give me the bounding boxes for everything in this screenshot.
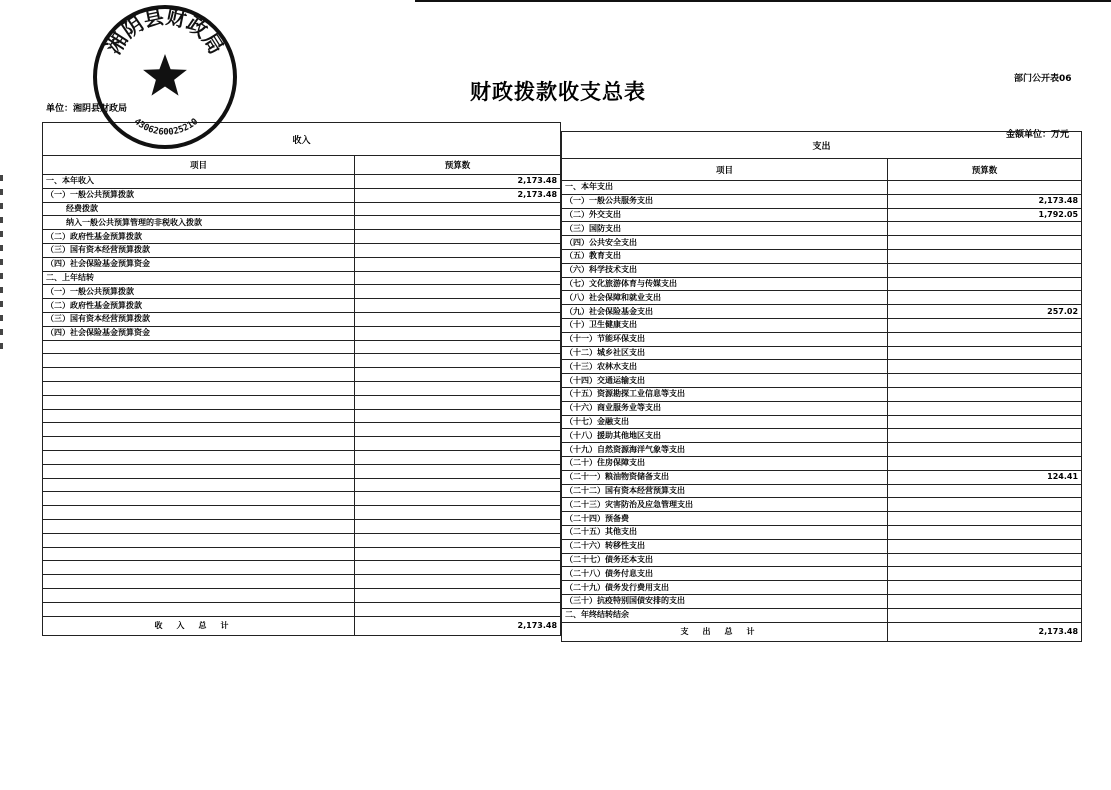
- expense-row: [562, 608, 1082, 622]
- amount-cell: [888, 222, 1082, 236]
- income-row: [43, 588, 561, 602]
- income-row: [43, 519, 561, 533]
- income-row: [43, 271, 561, 285]
- expense-row: [562, 429, 1082, 443]
- total-row: [562, 622, 1082, 641]
- amount-cell: [888, 387, 1082, 401]
- income-row: [43, 492, 561, 506]
- expense-row: [562, 346, 1082, 360]
- amount-cell: [888, 594, 1082, 608]
- item-cell: （三）国有资本经营预算拨款: [43, 312, 355, 326]
- expense-header: 支出: [562, 132, 1082, 159]
- amount-cell: [888, 318, 1082, 332]
- expense-row: [562, 470, 1082, 484]
- document-code: 部门公开表06: [1014, 74, 1072, 84]
- item-cell: （十二）城乡社区支出: [562, 346, 888, 360]
- item-cell: （二十一）粮油物资储备支出: [562, 470, 888, 484]
- item-cell: [43, 437, 355, 451]
- item-cell: （七）文化旅游体育与传媒支出: [562, 277, 888, 291]
- income-header: 收入: [43, 123, 561, 156]
- amount-cell: [888, 456, 1082, 470]
- amount-cell: [355, 492, 561, 506]
- amount-cell: 1,792.05: [888, 208, 1082, 222]
- amount-cell: [888, 263, 1082, 277]
- income-row: [43, 506, 561, 520]
- amount-cell: [888, 567, 1082, 581]
- seal-text: 湘阴县财政局: [101, 4, 229, 59]
- item-cell: （一）一般公共服务支出: [562, 194, 888, 208]
- income-row: [43, 437, 561, 451]
- expense-row: [562, 415, 1082, 429]
- total-label: 收入总计: [43, 616, 355, 635]
- amount-cell: [355, 354, 561, 368]
- amount-cell: [355, 533, 561, 547]
- income-row: [43, 409, 561, 423]
- total-amount: 2,173.48: [355, 616, 561, 635]
- item-cell: [43, 588, 355, 602]
- expense-row: [562, 263, 1082, 277]
- item-cell: （二十二）国有资本经营预算支出: [562, 484, 888, 498]
- item-cell: （十三）农林水支出: [562, 360, 888, 374]
- amount-cell: [888, 525, 1082, 539]
- income-row: [43, 216, 561, 230]
- amount-cell: [355, 547, 561, 561]
- expense-table: [561, 131, 1082, 642]
- item-cell: （九）社会保险基金支出: [562, 305, 888, 319]
- expense-row: [562, 387, 1082, 401]
- amount-cell: [355, 312, 561, 326]
- income-row: [43, 547, 561, 561]
- amount-cell: [888, 236, 1082, 250]
- unit-label: 单位：湘阴县财政局: [46, 104, 128, 114]
- item-cell: （二十七）债务还本支出: [562, 553, 888, 567]
- svg-text:湘阴县财政局: [101, 4, 228, 58]
- amount-cell: [888, 443, 1082, 457]
- amount-cell: [355, 202, 561, 216]
- income-row: [43, 188, 561, 202]
- amount-cell: [888, 512, 1082, 526]
- expense-row: [562, 581, 1082, 595]
- item-cell: （二十四）预备费: [562, 512, 888, 526]
- item-cell: [43, 368, 355, 382]
- amount-cell: 2,173.48: [355, 188, 561, 202]
- expense-row: [562, 401, 1082, 415]
- seal-code: 4306260025210: [131, 116, 201, 138]
- income-table: [42, 122, 561, 636]
- income-row: [43, 202, 561, 216]
- income-row: [43, 368, 561, 382]
- expense-row: [562, 594, 1082, 608]
- amount-cell: [888, 332, 1082, 346]
- amount-cell: [888, 429, 1082, 443]
- amount-cell: [355, 561, 561, 575]
- item-cell: [43, 561, 355, 575]
- item-cell: （二十）住房保障支出: [562, 456, 888, 470]
- amount-cell: 2,173.48: [888, 194, 1082, 208]
- amount-cell: [355, 285, 561, 299]
- scan-margin-marks: [0, 175, 3, 350]
- expense-row: [562, 443, 1082, 457]
- item-cell: [43, 354, 355, 368]
- income-row: [43, 423, 561, 437]
- income-row: [43, 340, 561, 354]
- amount-cell: [355, 409, 561, 423]
- amount-cell: [888, 346, 1082, 360]
- income-row: [43, 533, 561, 547]
- expense-row: [562, 194, 1082, 208]
- amount-cell: [355, 478, 561, 492]
- item-cell: [43, 478, 355, 492]
- svg-text:4306260025210: [132, 117, 200, 138]
- expense-row: [562, 318, 1082, 332]
- expense-row: [562, 498, 1082, 512]
- income-row: [43, 561, 561, 575]
- amount-cell: [355, 423, 561, 437]
- item-cell: （二十九）债务发行费用支出: [562, 581, 888, 595]
- official-seal-stamp: [90, 2, 240, 152]
- item-cell: [43, 340, 355, 354]
- expense-row: [562, 374, 1082, 388]
- income-row: [43, 230, 561, 244]
- expense-row: [562, 208, 1082, 222]
- amount-cell: [888, 360, 1082, 374]
- item-cell: [43, 464, 355, 478]
- expense-row: [562, 305, 1082, 319]
- amount-cell: [355, 450, 561, 464]
- expense-row: [562, 456, 1082, 470]
- income-row: [43, 243, 561, 257]
- income-row: [43, 299, 561, 313]
- item-cell: （十九）自然资源海洋气象等支出: [562, 443, 888, 457]
- amount-cell: [355, 299, 561, 313]
- expense-row: [562, 181, 1082, 195]
- item-cell: [43, 409, 355, 423]
- income-row: [43, 450, 561, 464]
- amount-cell: [355, 506, 561, 520]
- expense-row: [562, 291, 1082, 305]
- item-cell: （十五）资源勘探工业信息等支出: [562, 387, 888, 401]
- item-cell: [43, 547, 355, 561]
- item-cell: （十六）商业服务业等支出: [562, 401, 888, 415]
- amount-cell: [355, 216, 561, 230]
- amount-cell: 124.41: [888, 470, 1082, 484]
- item-cell: （六）科学技术支出: [562, 263, 888, 277]
- amount-cell: [355, 243, 561, 257]
- item-cell: 一、本年支出: [562, 181, 888, 195]
- item-cell: （三）国防支出: [562, 222, 888, 236]
- item-cell: （一）一般公共预算拨款: [43, 188, 355, 202]
- income-row: [43, 395, 561, 409]
- item-cell: 二、年终结转结余: [562, 608, 888, 622]
- item-cell: [43, 395, 355, 409]
- income-row: [43, 175, 561, 189]
- expense-row: [562, 222, 1082, 236]
- expense-row: [562, 332, 1082, 346]
- item-cell: （二）政府性基金预算拨款: [43, 299, 355, 313]
- page-title: 财政拨款收支总表: [470, 79, 646, 104]
- amount-cell: [355, 575, 561, 589]
- amount-cell: 257.02: [888, 305, 1082, 319]
- amount-cell: [355, 519, 561, 533]
- scan-top-border: [415, 0, 1111, 2]
- amount-cell: 2,173.48: [355, 175, 561, 189]
- expense-row: [562, 567, 1082, 581]
- amount-cell: [355, 271, 561, 285]
- item-cell: 经费拨款: [43, 202, 355, 216]
- item-cell: [43, 506, 355, 520]
- item-cell: （十）卫生健康支出: [562, 318, 888, 332]
- expense-row: [562, 512, 1082, 526]
- expense-row: [562, 553, 1082, 567]
- item-cell: （二）外交支出: [562, 208, 888, 222]
- amount-cell: [888, 277, 1082, 291]
- item-cell: [43, 450, 355, 464]
- item-cell: [43, 492, 355, 506]
- income-row: [43, 354, 561, 368]
- expense-row: [562, 539, 1082, 553]
- item-cell: （三十）抗疫特别国债安排的支出: [562, 594, 888, 608]
- income-row: [43, 478, 561, 492]
- item-cell: （四）社会保险基金预算资金: [43, 257, 355, 271]
- amount-cell: [355, 437, 561, 451]
- amount-cell: [888, 415, 1082, 429]
- item-cell: （四）公共安全支出: [562, 236, 888, 250]
- item-cell: 二、上年结转: [43, 271, 355, 285]
- amount-cell: [355, 257, 561, 271]
- item-cell: 纳入一般公共预算管理的非税收入拨款: [43, 216, 355, 230]
- expense-row: [562, 360, 1082, 374]
- amount-cell: [888, 291, 1082, 305]
- income-row: [43, 312, 561, 326]
- expense-row: [562, 484, 1082, 498]
- item-cell: [43, 575, 355, 589]
- item-cell: （二十八）债务付息支出: [562, 567, 888, 581]
- item-cell: （十一）节能环保支出: [562, 332, 888, 346]
- item-cell: （二十五）其他支出: [562, 525, 888, 539]
- item-cell: （一）一般公共预算拨款: [43, 285, 355, 299]
- expense-row: [562, 236, 1082, 250]
- amount-cell: [355, 381, 561, 395]
- amount-cell: [888, 249, 1082, 263]
- income-row: [43, 326, 561, 340]
- item-cell: （八）社会保障和就业支出: [562, 291, 888, 305]
- income-col-amount: 预算数: [355, 156, 561, 175]
- amount-cell: [355, 326, 561, 340]
- amount-cell: [355, 602, 561, 616]
- item-cell: （四）社会保险基金预算资金: [43, 326, 355, 340]
- amount-cell: [888, 553, 1082, 567]
- income-row: [43, 257, 561, 271]
- expense-row: [562, 277, 1082, 291]
- item-cell: [43, 602, 355, 616]
- amount-cell: [888, 181, 1082, 195]
- amount-cell: [888, 581, 1082, 595]
- amount-unit-label: 金额单位：万元: [1006, 130, 1070, 140]
- amount-cell: [888, 374, 1082, 388]
- total-label: 支出总计: [562, 622, 888, 641]
- expense-row: [562, 249, 1082, 263]
- item-cell: （二）政府性基金预算拨款: [43, 230, 355, 244]
- item-cell: （五）教育支出: [562, 249, 888, 263]
- item-cell: [43, 519, 355, 533]
- amount-cell: [888, 608, 1082, 622]
- item-cell: （十八）援助其他地区支出: [562, 429, 888, 443]
- amount-cell: [355, 230, 561, 244]
- expense-col-amount: 预算数: [888, 159, 1082, 181]
- income-col-item: 项目: [43, 156, 355, 175]
- income-row: [43, 602, 561, 616]
- total-amount: 2,173.48: [888, 622, 1082, 641]
- amount-cell: [888, 539, 1082, 553]
- expense-row: [562, 525, 1082, 539]
- item-cell: （十四）交通运输支出: [562, 374, 888, 388]
- total-row: [43, 616, 561, 635]
- amount-cell: [355, 464, 561, 478]
- item-cell: [43, 533, 355, 547]
- item-cell: [43, 381, 355, 395]
- income-row: [43, 285, 561, 299]
- amount-cell: [888, 484, 1082, 498]
- amount-cell: [355, 395, 561, 409]
- item-cell: （二十三）灾害防治及应急管理支出: [562, 498, 888, 512]
- amount-cell: [888, 498, 1082, 512]
- amount-cell: [355, 340, 561, 354]
- item-cell: （三）国有资本经营预算拨款: [43, 243, 355, 257]
- item-cell: [43, 423, 355, 437]
- item-cell: （二十六）转移性支出: [562, 539, 888, 553]
- amount-cell: [888, 401, 1082, 415]
- item-cell: （十七）金融支出: [562, 415, 888, 429]
- amount-cell: [355, 368, 561, 382]
- income-row: [43, 464, 561, 478]
- income-row: [43, 575, 561, 589]
- item-cell: 一、本年收入: [43, 175, 355, 189]
- expense-col-item: 项目: [562, 159, 888, 181]
- amount-cell: [355, 588, 561, 602]
- income-row: [43, 381, 561, 395]
